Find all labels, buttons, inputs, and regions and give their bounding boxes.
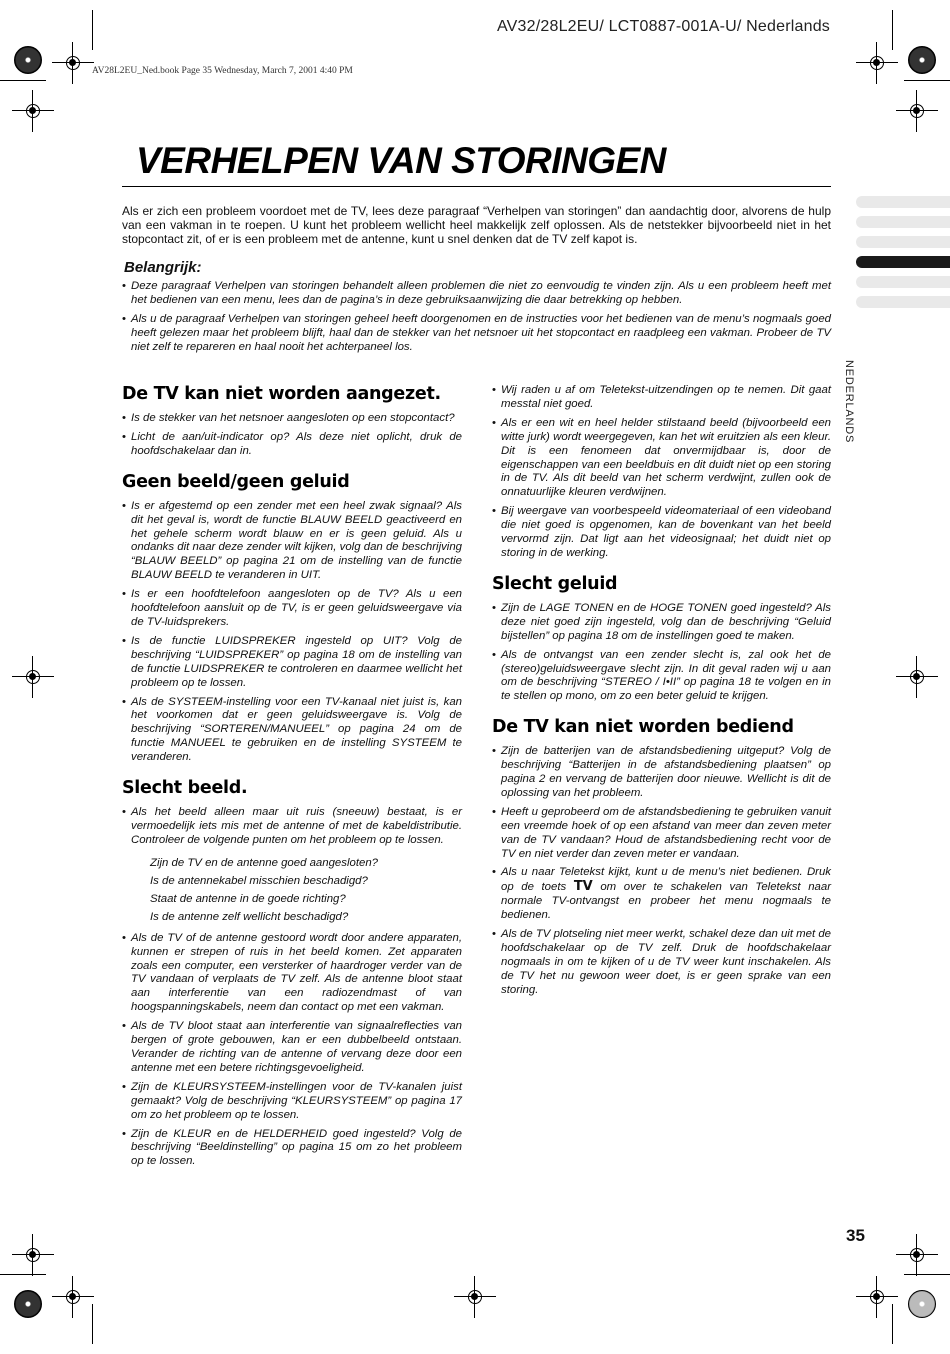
- list-item: • Is de functie LUIDSPREKER ingesteld op UIT? Volg de beschrijving “LUIDSPREKER” op pagina 18 om de instelling van de functie LUIDSPREKER te controleren en daarmee wellicht het probleem op te lossen.: [122, 635, 462, 691]
- crosshair-mark-icon: [902, 662, 932, 692]
- section-tab: [856, 196, 950, 208]
- crosshair-mark-icon: [58, 48, 88, 78]
- checklist-item: Is de antennekabel misschien beschadigd?: [150, 874, 368, 887]
- crop-line: [892, 1304, 893, 1344]
- section-tabs: [842, 196, 950, 316]
- section-heading-bad-picture: Slecht beeld.: [122, 778, 248, 799]
- crop-line: [0, 1274, 46, 1275]
- list-item: • Heeft u geprobeerd om de afstandsbediening te gebruiken vanuit een vreemde hoek of op een afstand van meer dan zeven meter van de TV vandaan? Houd de afstandsbediening recht voor de TV en niet verder dan zeven meter er vandaan.: [492, 806, 831, 862]
- list-item: • Als het beeld alleen maar uit ruis (sneeuw) bestaat, is er vermoedelijk iets mis met de antenne of met de kabeldistributie. Controleer de volgende punten om het probleem op te lossen.: [122, 806, 462, 848]
- checklist-item: Is de antenne zelf wellicht beschadigd?: [150, 910, 349, 923]
- crop-line: [892, 10, 893, 50]
- crosshair-mark-icon: [18, 662, 48, 692]
- list-item: • Zijn de KLEURSYSTEEM-instellingen voor de TV-kanalen juist gemaakt? Volg de beschrijving “KLEURSYSTEEM” op pagina 17 om zo het probleem op te lossen.: [122, 1081, 462, 1123]
- language-side-label: NEDERLANDS: [843, 360, 855, 444]
- list-item-tv-key: [492, 866, 831, 923]
- list-item: • Zijn de LAGE TONEN en de HOGE TONEN goed ingesteld? Als deze niet goed zijn ingesteld, volg dan de beschrijving “Geluid bijstellen” op pagina 18 om de instellingen goed te maken.: [492, 602, 831, 644]
- crosshair-mark-icon: [862, 1282, 892, 1312]
- section-heading-no-control: De TV kan niet worden bediend: [492, 717, 794, 738]
- registration-disc-icon: [14, 46, 42, 74]
- crosshair-mark-icon: [902, 1240, 932, 1270]
- page-title: VERHELPEN VAN STORINGEN: [136, 140, 666, 181]
- crop-line: [0, 80, 46, 81]
- title-rule: [122, 186, 831, 187]
- important-item: • Als u de paragraaf Verhelpen van storingen geheel heeft doorgenomen en de instructies voor het bedienen van de menu’s nogmaals goed heeft gelezen maar het probleem blijft, haal dan de stekker van het netsnoer uit het stopcontact en raadpleeg een vakman. Probeer de TV niet zelf te repareren en haal nooit het achterpaneel los.: [122, 313, 831, 355]
- list-item: • Is de stekker van het netsnoer aangesloten op een stopcontact?: [122, 412, 462, 426]
- registration-disc-icon: [908, 46, 936, 74]
- checklist-item: Staat de antenne in de goede richting?: [150, 892, 346, 905]
- crosshair-mark-icon: [902, 96, 932, 126]
- checklist-item: Zijn de TV en de antenne goed aangesloten?: [150, 856, 378, 869]
- important-heading: Belangrijk:: [124, 259, 202, 276]
- crop-line: [92, 10, 93, 50]
- list-item-text: om over te schakelen van Teletekst naar normale TV-ontvangst en probeer het menu nogmaals te bedienen.: [501, 881, 831, 922]
- crop-line: [904, 1274, 950, 1275]
- list-item: • Is er afgestemd op een zender met een heel zwak signaal? Als dit het geval is, wordt de functie BLAUW BEELD geactiveerd en het gehele scherm wordt blauw en er is geen geluid. Als u ondanks dit naar deze zender wilt kijken, volg dan de beschrijving “BLAUW BEELD” op pagina 21 om de instelling van de functie BLAUW BEELD te veranderen in UIT.: [122, 500, 462, 583]
- section-tab: [856, 276, 950, 288]
- section-tab: [856, 216, 950, 228]
- list-item: • Licht de aan/uit-indicator op? Als deze niet oplicht, druk de hoofdschakelaar dan in.: [122, 431, 462, 459]
- registration-disc-icon: [14, 1290, 42, 1318]
- important-item: • Deze paragraaf Verhelpen van storingen behandelt alleen problemen die niet zo eenvoudig te vinden zijn. Als u een probleem heeft met het bedienen van een menu, lees dan de pagina’s in deze gebruiksaanwijzing die daar betrekking op hebben.: [122, 280, 831, 308]
- section-heading-bad-sound: Slecht geluid: [492, 573, 618, 594]
- section-tab: [856, 236, 950, 248]
- document-code: AV32/28L2EU/ LCT0887-001A-U/ Nederlands: [496, 18, 830, 35]
- list-item-text: Als u naar Teletekst kijkt, kunt u de menu’s niet bedienen. Druk op de toets: [501, 866, 831, 894]
- list-item: • Als er een wit en heel helder stilstaand beeld (bijvoorbeeld een witte jurk) wordt weergegeven, kan het wit eruitzien als een kleur. Dit is een fenomeen dat onvermijdbaar is, door de eigenschappen van een beeldbuis en dit duidt niet op een storing in de TV. Als dit beeld van het scherm verdwijnt, zullen ook de onnatuurlijke kleuren verdwijnen.: [492, 417, 831, 500]
- list-item: • Als de ontvangst van een zender slecht is, zal ook het de (stereo)geluidsweergave slecht zijn. In dit geval raden wij u aan om de beschrijving “STEREO / I•II” op pagina 18 te volgen en in te stellen op mono, om zo een beter geluid te krijgen.: [492, 649, 831, 705]
- list-item: • Bij weergave van voorbespeeld videomateriaal of een videoband die niet goed is opgenomen, kan de bovenkant van het beeld vervormd zijn. Dat ligt aan het videosignaal; het duidt niet op storing in de werking.: [492, 505, 831, 561]
- section-tab-active: [856, 256, 950, 268]
- page-number: 35: [846, 1226, 865, 1245]
- crosshair-mark-icon: [58, 1282, 88, 1312]
- crosshair-mark-icon: [18, 96, 48, 126]
- list-item: • Zijn de batterijen van de afstandsbediening uitgeput? Volg de beschrijving “Batterijen in de afstandsbediening plaatsen” op pagina 2 en vervang de batterijen door nieuwe. Wellicht is dit de oplossing van het probleem.: [492, 745, 831, 801]
- book-info: AV28L2EU_Ned.book Page 35 Wednesday, March 7, 2001 4:40 PM: [92, 66, 353, 76]
- list-item: • Is er een hoofdtelefoon aangesloten op de TV? Als u een hoofdtelefoon aansluit op de TV, is er geen geluidsweergave via de TV-luidsprekers.: [122, 588, 462, 630]
- registration-disc-icon: [908, 1290, 936, 1318]
- crosshair-mark-icon: [18, 1240, 48, 1270]
- left-column: [122, 384, 462, 1174]
- list-item: • Als de TV plotseling niet meer werkt, schakel deze dan uit met de hoofdschakelaar op de TV zelf. Druk de hoofdschakelaar nogmaals in om te kijken of u de TV weer kunt inschakelen. Als de TV het nu gewoon weer doet, is er geen sprake van een storing.: [492, 928, 831, 998]
- section-tab: [856, 296, 950, 308]
- intro-paragraph: Als er zich een probleem voordoet met de TV, lees deze paragraaf “Verhelpen van storingen” dan aandachtig door, alvorens de hulp van een vakman in te roepen. U kunt het probleem wellicht heel makkelijk zelf oplossen. Als de netstekker bijvoorbeeld niet in het stopcontact zit, of er is een probleem met de antenne, kunt u snel denken dat de TV zelf kapot is.: [122, 204, 831, 246]
- crosshair-mark-icon: [460, 1282, 490, 1312]
- section-heading-no-picture-sound: Geen beeld/geen geluid: [122, 471, 350, 492]
- crop-line: [904, 80, 950, 81]
- crop-line: [92, 1304, 93, 1344]
- list-item: • Als de TV bloot staat aan interferentie van signaalreflecties van bergen of grote gebouwen, kan er een dubbelbeeld ontstaan. Verander de richting van de antenne of vervang deze door een antenne met een betere richtingsgevoeligheid.: [122, 1020, 462, 1076]
- section-heading-no-power: De TV kan niet worden aangezet.: [122, 384, 441, 404]
- list-item: • Wij raden u af om Teletekst-uitzendingen op te nemen. Dit gaat messtal niet goed.: [492, 384, 831, 412]
- checklist: [150, 854, 462, 926]
- list-item: • Als de SYSTEEM-instelling voor een TV-kanaal niet juist is, kan het voorkomen dat er geen geluidsweergave is. Volg de beschrijving “SORTEREN/MANUEEL” op pagina 24 om de functie MANUEEL te gebruiken en de instelling SYSTEEM te veranderen.: [122, 696, 462, 766]
- important-list: [122, 280, 831, 360]
- crosshair-mark-icon: [862, 48, 892, 78]
- list-item: • Zijn de KLEUR en de HELDERHEID goed ingesteld? Volg de beschrijving “Beeldinstelling” op pagina 15 om zo het probleem op te lossen.: [122, 1128, 462, 1170]
- right-column: [492, 384, 831, 1003]
- list-item: • Als de TV of de antenne gestoord wordt door andere apparaten, kunnen er strepen of ruis in het beeld komen. Zet apparaten zoals een computer, een versterker of haardroger verder van de TV vandaan of verplaats de TV zelf. Als de antenne bloot staat aan interferentie van een radiozendmast of van hoogspanningskabels, neem dan contact op met een vakman.: [122, 932, 462, 1015]
- tv-key-label: TV: [573, 879, 593, 895]
